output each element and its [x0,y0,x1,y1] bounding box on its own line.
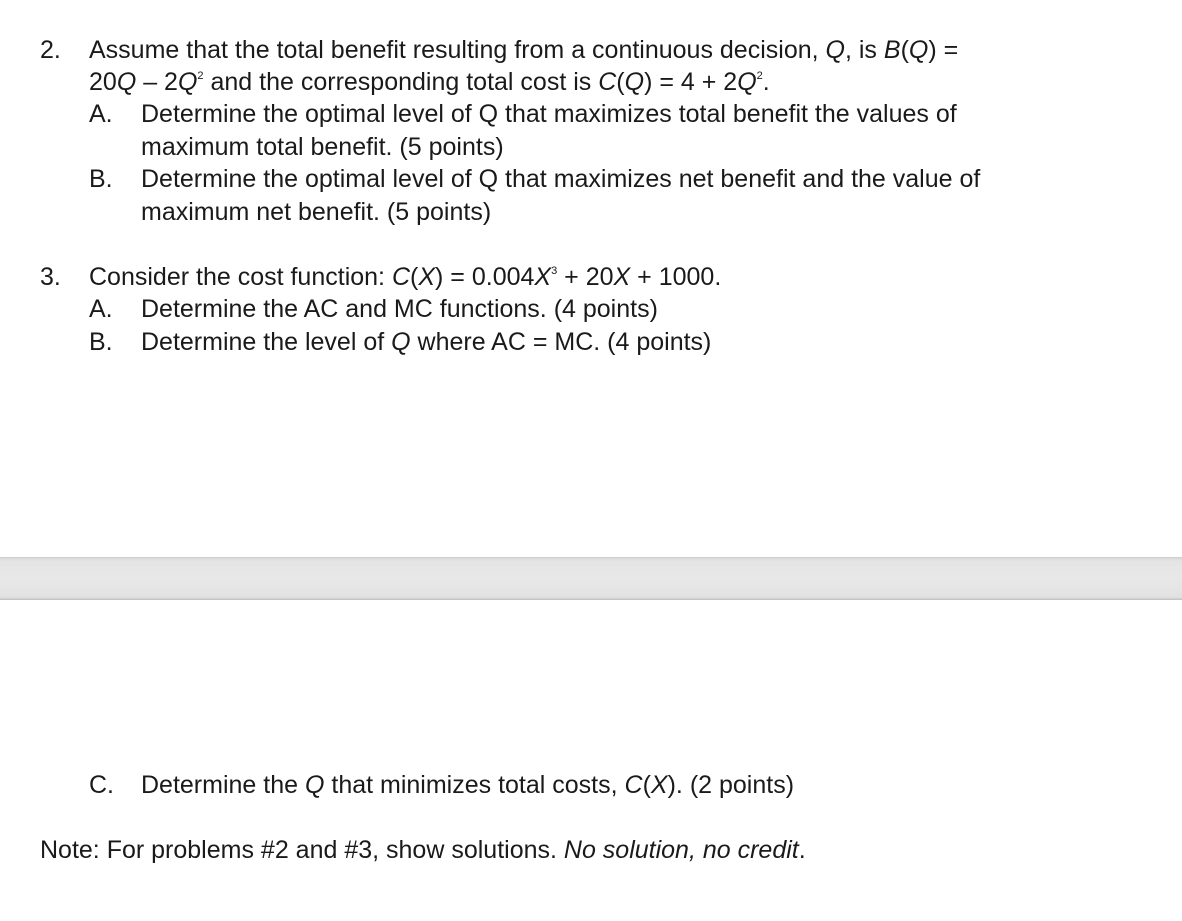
var-q: Q [177,68,198,96]
text: Determine the [141,771,305,799]
var-x: X [613,263,631,291]
var-q: Q [908,36,929,64]
var-x: X [534,263,552,291]
var-c: C [598,68,617,96]
var-x: X [418,263,436,291]
var-q: Q [737,68,757,96]
note-text: . [798,836,806,864]
problem-2-part-a-label: A. [89,100,113,128]
text: Determine the level of [141,328,392,356]
text: , is [844,36,884,64]
text: ( [900,36,909,64]
problem-3-part-b-text [141,326,711,358]
problem-3-part-a-text: Determine the AC and MC functions. (4 points) [141,295,658,323]
problem-2-number: 2. [40,36,61,64]
problem-3-intro [89,261,721,293]
problem-2-intro-line2 [89,66,770,98]
text: ( [410,263,419,291]
problem-2-part-a-line2: maximum total benefit. (5 points) [141,133,504,161]
exponent: 3 [551,265,558,277]
var-q: Q [825,36,845,64]
var-c: C [624,771,643,799]
text: ) = 0.004 [435,263,535,291]
problem-3-part-a-label: A. [89,295,113,323]
problem-3-part-c-label: C. [89,771,114,799]
text: ( [616,68,625,96]
text: + 1000. [630,263,722,291]
text: – 2 [136,68,178,96]
var-q: Q [624,68,645,96]
text: and the corresponding total cost is [203,68,599,96]
note-emphasis: No solution, no credit [563,836,799,864]
var-q: Q [391,328,411,356]
text: ) = [928,36,959,64]
text: where AC = MC. (4 points) [410,328,712,356]
problem-2-part-b-line2: maximum net benefit. (5 points) [141,198,492,226]
var-q: Q [304,771,325,799]
text: ( [642,771,651,799]
var-q: Q [116,68,137,96]
problem-2-intro-line1 [89,34,958,66]
exponent: 2 [756,70,763,82]
text: Consider the cost function: [89,263,392,291]
text: that minimizes total costs, [324,771,625,799]
text: 20 [89,68,117,96]
var-c: C [391,263,411,291]
text: ) = 4 + 2 [644,68,738,96]
text: Assume that the total benefit resulting from a continuous decision, [89,36,826,64]
note-text: Note: For problems #2 and #3, show solutions. [40,836,564,864]
problem-3-part-c-text [141,769,794,801]
problem-2-part-a-line1: Determine the optimal level of Q that maximizes total benefit the values of [141,100,957,128]
problem-3-number: 3. [40,263,61,291]
var-b: B [883,36,901,64]
problem-3-part-b-label: B. [89,328,113,356]
text: ). (2 points) [667,771,795,799]
exponent: 2 [197,70,204,82]
text: + 20 [557,263,614,291]
note [40,834,806,866]
problem-2-part-b-line1: Determine the optimal level of Q that maximizes net benefit and the value of [141,165,981,193]
text: . [762,68,770,96]
page-separator [0,557,1182,600]
problem-2-part-b-label: B. [89,165,113,193]
var-x: X [650,771,668,799]
